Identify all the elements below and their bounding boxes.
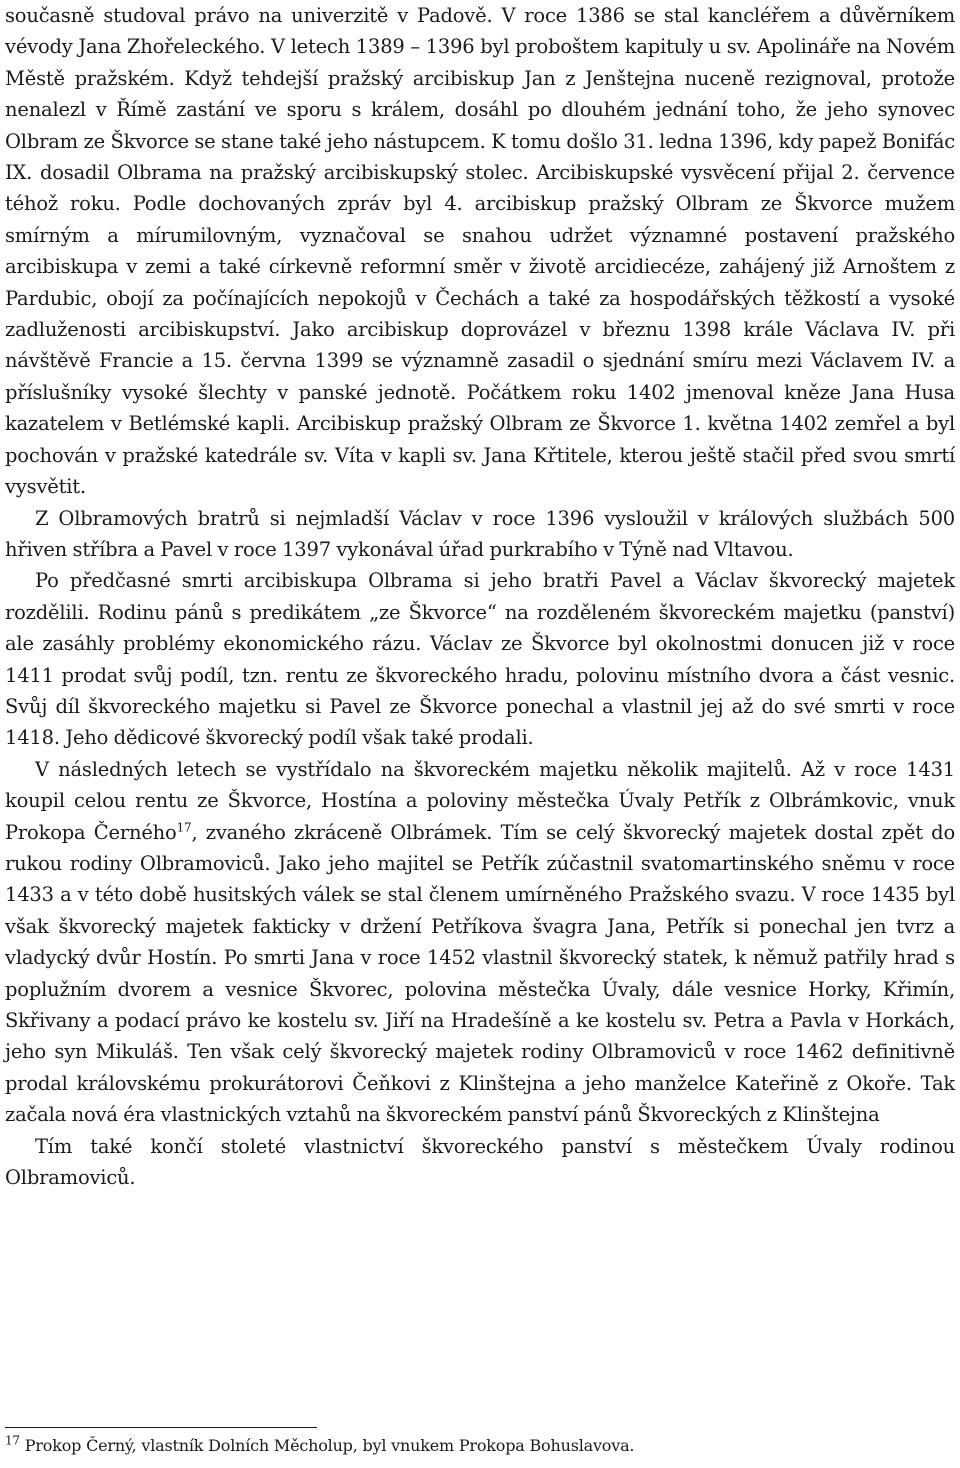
paragraph-4 (5, 754, 955, 1131)
paragraph-4-text-before-note: V následných letech se vystřídalo na škvoreckém majetku několik majitelů. Až v roce 1431 koupil celou rentu ze Škvorce, Hostína a poloviny městečka Úvaly Petřík z Olbrámkovic, vnuk Prokopa Černého (5, 757, 955, 844)
paragraph-4-text-after-note: , zvaného zkráceně Olbrámek. Tím se celý škvorecký majetek dostal zpět do rukou rodiny Olbramoviců. Jako jeho majitel se Petřík zúčastnil svatomartinského sněmu v roce 1433 a v této době husitských válek se stal členem umírněného Pražského svazu. V roce 1435 byl však škvorecký majetek fakticky v držení Petříkova švagra Jana, Petřík si ponechal jen tvrz a vladycký dvůr Hostín. Po smrti Jana v roce 1452 vlastnil škvorecký statek, k němuž patřily hrad s poplužním dvorem a vesnice Škvorec, polovina městečka Úvaly, dále vesnice Horky, Křimín, Skřivany a podací právo ke kostelu sv. Jiří na Hradešíně a ke kostelu sv. Petra a Pavla v Horkách, jeho syn Mikuláš. Ten však celý škvorecký majetek rodiny Olbramoviců v roce 1462 definitivně prodal královskému prokurátorovi Čeňkovi z Klinštejna a jeho manželce Kateřině z Okoře. Tak začala nová éra vlastnických vztahů na škvoreckém panství pánů Škvoreckých z Klinštejna (5, 820, 955, 1127)
footnote-number: 17 (5, 1433, 20, 1448)
paragraph-5: Tím také končí stoleté vlastnictví škvoreckého panství s městečkem Úvaly rodinou Olbramoviců. (5, 1134, 955, 1190)
paragraph-3: Po předčasné smrti arcibiskupa Olbrama si jeho bratři Pavel a Václav škvorecký majetek rozdělili. Rodinu pánů s predikátem „ze Škvorce“ na rozděleném škvoreckém majetku (panství) ale zasáhly problémy ekonomického rázu. Václav ze Škvorce byl okolnostmi donucen již v roce 1411 prodat svůj podíl, tzn. rentu ze škvoreckého hradu, polovinu místního dvora a část vesnic. Svůj díl škvoreckého majetku si Pavel ze Škvorce ponechal a vlastnil jej až do své smrti v roce 1418. Jeho dědicové škvorecký podíl však také prodali. (5, 569, 955, 750)
footnote-separator (5, 1427, 317, 1428)
document-body (5, 0, 955, 1193)
footnote (5, 1433, 945, 1456)
footnote-reference[interactable]: 17 (176, 820, 192, 835)
footnote-text: Prokop Černý, vlastník Dolních Měcholup, byl vnukem Prokopa Bohuslavova. (19, 1436, 635, 1455)
paragraph-2: Z Olbramových bratrů si nejmladší Václav v roce 1396 vysloužil v králových službách 500 hřiven stříbra a Pavel v roce 1397 vykonával úřad purkrabího v Týně nad Vltavou. (5, 506, 955, 561)
paragraph-1: současně studoval právo na univerzitě v Padově. V roce 1386 se stal kancléřem a důvěrníkem vévody Jana Zhořeleckého. V letech 1389 – 1396 byl proboštem kapituly u sv. Apolináře na Novém Městě pražském. Když tehdejší pražský arcibiskup Jan z Jenštejna nuceně rezignoval, protože nenalezl v Římě zastání ve sporu s králem, dosáhl po dlouhém jednání toho, že jeho synovec Olbram ze Škvorce se stane také jeho nástupcem. K tomu došlo 31. ledna 1396, kdy papež Bonifác IX. dosadil Olbrama na pražský arcibiskupský stolec. Arcibiskupské vysvěcení přijal 2. července téhož roku. Podle dochovaných zpráv byl 4. arcibiskup pražský Olbram ze Škvorce mužem smírným a mírumilovným, vyznačoval se snahou udržet významné postavení pražského arcibiskupa v zemi a také církevně reformní směr v životě arcidiecéze, zahájený již Arnoštem z Pardubic, obojí za počínajících nepokojů v Čechách a také za hospodářských těžkostí a vysoké zadluženosti arcibiskupství. Jako arcibiskup doprovázel v březnu 1398 krále Václava IV. při návštěvě Francie a 15. června 1399 se významně zasadil o sjednání smíru mezi Václavem IV. a příslušníky vysoké šlechty v panské jednotě. Počátkem roku 1402 jmenoval kněze Jana Husa kazatelem v Betlémské kapli. Arcibiskup pražský Olbram ze Škvorce 1. května 1402 zemřel a byl pochován v pražské katedrále sv. Víta v kapli sv. Jana Křtitele, kterou ještě stačil před svou smrtí vysvětit. (5, 4, 955, 499)
